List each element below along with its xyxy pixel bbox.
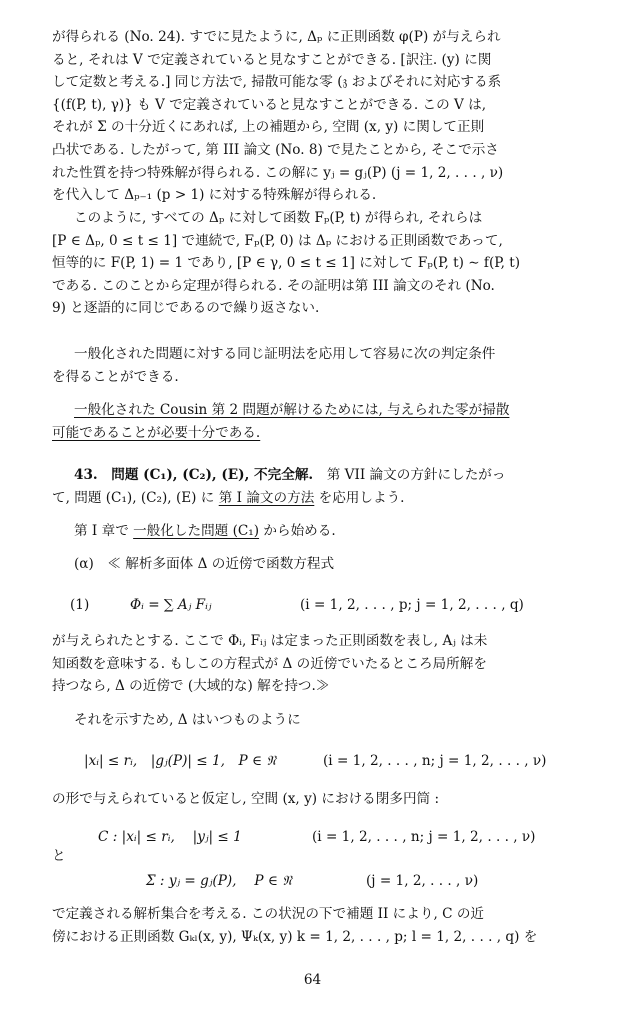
- text-line: (α) ≪ 解析多面体 Δ の近傍で函数方程式: [74, 556, 335, 572]
- equation-formula: Φᵢ = ∑ Aⱼ Fᵢⱼ: [130, 597, 212, 613]
- text-line: て, 問題 (C₁), (C₂), (E) に 第 I 論文の方法 を応用しよう.: [52, 489, 405, 506]
- equation-formula: |xᵢ| ≤ rᵢ, |gⱼ(P)| ≤ 1, P ∈ 𝔑: [84, 753, 277, 769]
- text-line: を得ることができる.: [52, 368, 179, 385]
- text-line: と: [52, 848, 66, 864]
- paragraph-conclusion: [52, 207, 578, 320]
- text-line: で定義される解析集合を考える. この状況の下で補題 II により, C の近: [52, 906, 485, 922]
- text-line: このように, すべての Δₚ に対して函数 Fₚ(P, t) が得られ, それらは: [74, 210, 483, 226]
- text-line: が得られる (No. 24). すでに見たように, Δₚ に正則函数 φ(P) が与えられ: [52, 29, 501, 45]
- paragraph-assumption: [52, 630, 578, 698]
- paragraph-polycylinder: [52, 788, 578, 811]
- text-line: 第 I 章で 一般化した問題 (C₁) から始める.: [74, 523, 336, 539]
- text-line: して定数と考える.] 同じ方法で, 掃散可能な零 (𝔷 およびそれに対応する系: [52, 74, 502, 91]
- text-line: それが Σ の十分近くにあれば, 上の補題から, 空間 (x, y) に関して正則: [52, 119, 485, 136]
- equation-formula: C : |xᵢ| ≤ rᵢ, |yⱼ| ≤ 1: [98, 829, 242, 845]
- text-line: を代入して Δₚ₋₁ (p > 1) に対する特殊解が得られる.: [52, 187, 377, 204]
- equation-range: (j = 1, 2, . . . , ν): [366, 873, 479, 889]
- text-line: 9) と逐語的に同じであるので繰り返さない.: [52, 300, 320, 317]
- chapter-line: [52, 520, 578, 543]
- equation-number: (1): [70, 597, 90, 613]
- equation-range: (i = 1, 2, . . . , p; j = 1, 2, . . . , q): [300, 597, 524, 613]
- paragraph-criterion: [52, 343, 578, 388]
- text-line: 一般化された問題に対する同じ証明法を応用して容易に次の判定条件: [74, 346, 496, 362]
- equation-formula: Σ : yⱼ = gⱼ(P), P ∈ 𝔑: [146, 873, 292, 889]
- text-line: の形で与えられていると仮定し, 空間 (x, y) における閉多円筒 :: [52, 791, 440, 807]
- text-line: [P ∈ Δₚ, 0 ≤ t ≤ 1] で連続で, Fₚ(P, 0) は Δₚ における正則函数であって,: [52, 232, 503, 249]
- equation-range: (i = 1, 2, . . . , n; j = 1, 2, . . . , ν): [312, 829, 536, 845]
- paragraph-analytic-set: [52, 903, 578, 948]
- page-number: 64: [303, 972, 322, 988]
- section-43: [52, 464, 578, 509]
- paragraph-proof-continued: [52, 26, 578, 207]
- text-line: 可能であることが必要十分である.: [52, 424, 261, 441]
- section-heading-line: 43. 問題 (C₁), (C₂), (E), 不完全解. 第 VII 論文の方針にしたがっ: [74, 467, 506, 483]
- theorem-statement: [52, 399, 578, 444]
- paragraph-to-show: [52, 709, 578, 732]
- text-line: 恒等的に F(P, 1) = 1 であり, [P ∈ γ, 0 ≤ t ≤ 1] に対して Fₚ(P, t) ∼ f(P, t): [52, 255, 521, 272]
- text-line: が与えられたとする. ここで Φᵢ, Fᵢⱼ は定まった正則函数を表し, Aⱼ は未: [52, 633, 488, 649]
- text-line: {(f(P, t), γ)} も V で定義されていると見なすことができる. この V は,: [52, 96, 487, 113]
- alpha-statement: [52, 553, 578, 576]
- text-line: れた性質を持つ特殊解が得られる. この解に yⱼ = gⱼ(P) (j = 1, 2, . . . , ν): [52, 164, 504, 181]
- text-line: 持つなら, Δ の近傍で (大域的な) 解を持つ.≫: [52, 678, 330, 695]
- conjunction-line: [52, 845, 578, 868]
- text-line: 知函数を意味する. もしこの方程式が Δ の近傍でいたるところ局所解を: [52, 655, 487, 672]
- text-line: 傍における正則函数 Gₖₗ(x, y), Ψₖ(x, y) k = 1, 2, . . . , p; l = 1, 2, . . . , q) を: [52, 928, 538, 945]
- text-line: それを示すため, Δ はいつものように: [74, 712, 301, 728]
- text-line: 一般化された Cousin 第 2 問題が解けるためには, 与えられた零が掃散: [74, 402, 510, 418]
- text-line: である. このことから定理が得られる. その証明は第 III 論文のそれ (No.: [52, 277, 495, 294]
- equation-range: (i = 1, 2, . . . , n; j = 1, 2, . . . , ν): [323, 753, 547, 769]
- section-heading: 43. 問題 (C₁), (C₂), (E), 不完全解.: [74, 467, 314, 483]
- text-line: ると, それは V で定義されていると見なすことができる. [訳注. (y) に関: [52, 51, 492, 68]
- text-line: 凸状である. したがって, 第 III 論文 (No. 8) で見たことから, そこで示さ: [52, 141, 499, 158]
